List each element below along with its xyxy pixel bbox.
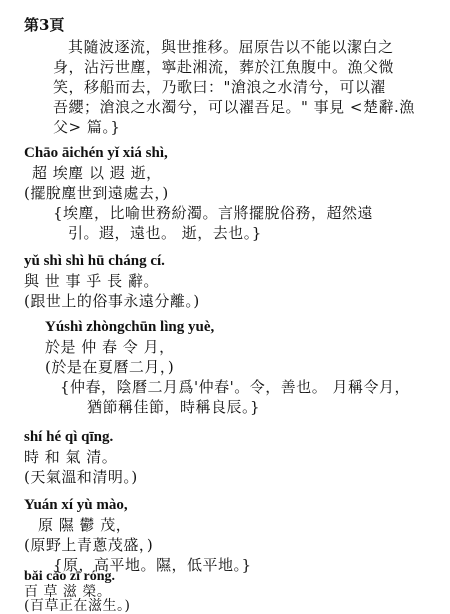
intro-line: 父> 篇。} xyxy=(53,118,121,136)
intro-line: 笑，移船而去，乃歌曰："滄浪之水清兮，可以濯 xyxy=(53,78,386,96)
translation-line: (於是在夏曆二月，) xyxy=(45,358,175,376)
intro-line: 其隨波逐流，與世推移。屈原告以不能以潔白之 xyxy=(68,38,394,56)
note-line: 猶節稱佳節，時稱良辰。} xyxy=(87,398,261,416)
verse-line: 於是 仲 春 令 月， xyxy=(45,338,175,356)
pinyin-line: Yúshì zhòngchūn lìng yuè, xyxy=(45,319,215,335)
pinyin-line: shí hé qì qīng. xyxy=(24,429,114,445)
note-line: {仲春，陰曆二月爲'仲春'。令，善也。 月稱令月， xyxy=(60,378,411,396)
translation-line: (跟世上的俗事永遠分離。) xyxy=(24,292,200,310)
verse-line: 原 隰 鬱 茂， xyxy=(38,516,132,534)
note-line: {埃塵，比喻世務紛濁。言將擺脫俗務，超然遠 xyxy=(53,204,374,222)
note-line: {原，高平地。隰，低平地。} xyxy=(53,556,252,574)
intro-line: 吾纓；滄浪之水濁兮，可以濯吾足。" 事見 <楚辭.漁 xyxy=(53,98,415,116)
translation-line: (原野上青蔥茂盛，) xyxy=(24,536,154,554)
page-label: 第3頁 xyxy=(24,16,65,34)
verse-line: 與 世 事 乎 長 辭。 xyxy=(24,272,159,290)
translation-line: (百草正在滋生。) xyxy=(24,598,131,614)
pinyin-line: bǎi cǎo zī róng. xyxy=(24,569,115,584)
verse-line: 超 埃塵 以 遐 逝， xyxy=(32,164,162,182)
pinyin-line: Yuán xí yù mào, xyxy=(24,497,128,513)
pinyin-line: yǔ shì shì hū cháng cí. xyxy=(24,253,165,269)
note-line: 引。遐，遠也。 逝，去也。} xyxy=(68,224,262,242)
translation-line: (擺脫塵世到遠處去，) xyxy=(24,184,169,202)
verse-line: 時 和 氣 清。 xyxy=(24,448,118,466)
intro-line: 身，沾污世塵，寧赴湘流，葬於江魚腹中。漁父微 xyxy=(53,58,395,76)
verse-line: 百 草 滋 榮。 xyxy=(24,584,112,600)
pinyin-line: Chāo āichén yǐ xiá shì, xyxy=(24,145,168,161)
translation-line: (天氣溫和清明。) xyxy=(24,468,138,486)
